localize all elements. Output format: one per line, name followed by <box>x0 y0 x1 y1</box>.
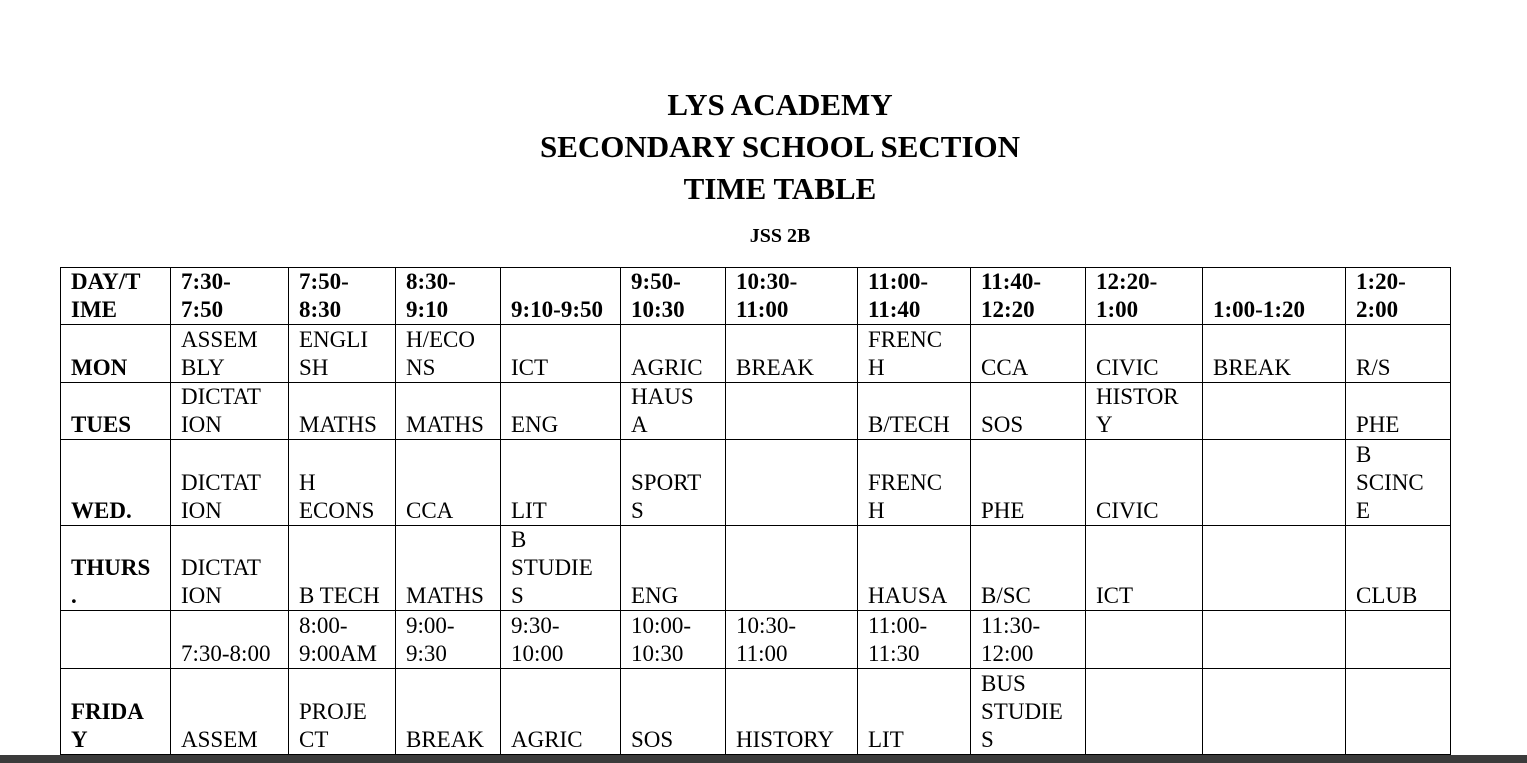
subject-cell: BREAK <box>396 669 501 755</box>
section-name: SECONDARY SCHOOL SECTION <box>539 129 1021 164</box>
subject-cell: HAUS A <box>621 383 726 440</box>
subject-cell: B STUDIE S <box>501 526 621 611</box>
subject-cell: HAUSA <box>858 526 971 611</box>
school-name: LYS ACADEMY <box>667 87 893 122</box>
day-cell: WED. <box>61 440 171 526</box>
subject-cell <box>1086 669 1203 755</box>
subject-cell: B/SC <box>971 526 1086 611</box>
subject-cell: 10:30- 11:00 <box>726 611 858 669</box>
subject-cell: SPORT S <box>621 440 726 526</box>
subject-cell: BREAK <box>726 325 858 383</box>
subject-cell <box>726 440 858 526</box>
subject-cell: BREAK <box>1203 325 1346 383</box>
timetable <box>60 267 1451 755</box>
time-slot-header: 7:30- 7:50 <box>171 268 289 325</box>
subject-cell <box>1203 383 1346 440</box>
subject-cell: MATHS <box>396 526 501 611</box>
subject-cell: 11:00- 11:30 <box>858 611 971 669</box>
day-cell: FRIDA Y <box>61 669 171 755</box>
day-cell: MON <box>61 325 171 383</box>
table-row <box>61 611 1451 669</box>
header-row <box>61 268 1451 325</box>
subject-cell: ICT <box>1086 526 1203 611</box>
subject-cell: LIT <box>858 669 971 755</box>
subject-cell: FRENC H <box>858 325 971 383</box>
subject-cell: CCA <box>971 325 1086 383</box>
time-slot-header: 9:50- 10:30 <box>621 268 726 325</box>
time-slot-header: 10:30- 11:00 <box>726 268 858 325</box>
subject-cell: 9:00- 9:30 <box>396 611 501 669</box>
subject-cell: H/ECO NS <box>396 325 501 383</box>
time-slot-header: 12:20- 1:00 <box>1086 268 1203 325</box>
subject-cell: DICTAT ION <box>171 440 289 526</box>
subject-cell: CLUB <box>1346 526 1451 611</box>
subject-cell: SOS <box>621 669 726 755</box>
table-row <box>61 669 1451 755</box>
subject-cell: ICT <box>501 325 621 383</box>
subject-cell: 9:30- 10:00 <box>501 611 621 669</box>
day-time-header: DAY/T IME <box>61 268 171 325</box>
subject-cell: LIT <box>501 440 621 526</box>
subject-cell <box>1203 440 1346 526</box>
table-row <box>61 383 1451 440</box>
time-slot-header: 8:30- 9:10 <box>396 268 501 325</box>
subject-cell: CIVIC <box>1086 325 1203 383</box>
table-row <box>61 526 1451 611</box>
subject-cell: DICTAT ION <box>171 383 289 440</box>
subject-cell <box>726 526 858 611</box>
subject-cell: B SCINC E <box>1346 440 1451 526</box>
table-row <box>61 325 1451 383</box>
subject-cell: ASSEM BLY <box>171 325 289 383</box>
time-slot-header: 7:50- 8:30 <box>289 268 396 325</box>
subject-cell: SOS <box>971 383 1086 440</box>
subject-cell: R/S <box>1346 325 1451 383</box>
document-title-block <box>0 84 1527 210</box>
subject-cell <box>1346 669 1451 755</box>
subject-cell: ASSEM <box>171 669 289 755</box>
subject-cell: CCA <box>396 440 501 526</box>
subject-cell: ENG <box>621 526 726 611</box>
table-row <box>61 440 1451 526</box>
subject-cell <box>1203 611 1346 669</box>
subject-cell: AGRIC <box>501 669 621 755</box>
subject-cell: PHE <box>971 440 1086 526</box>
subject-cell: HISTORY <box>726 669 858 755</box>
subject-cell: BUS STUDIE S <box>971 669 1086 755</box>
subject-cell: 8:00- 9:00AM <box>289 611 396 669</box>
subject-cell <box>1086 611 1203 669</box>
class-label: JSS 2B <box>749 225 811 247</box>
subject-cell: AGRIC <box>621 325 726 383</box>
subject-cell <box>1346 611 1451 669</box>
subject-cell: MATHS <box>396 383 501 440</box>
subject-cell: MATHS <box>289 383 396 440</box>
subject-cell: HISTOR Y <box>1086 383 1203 440</box>
subject-cell: 10:00- 10:30 <box>621 611 726 669</box>
subject-cell: H ECONS <box>289 440 396 526</box>
subject-cell: FRENC H <box>858 440 971 526</box>
subject-cell <box>726 383 858 440</box>
day-cell <box>61 611 171 669</box>
time-slot-header: 1:20- 2:00 <box>1346 268 1451 325</box>
time-slot-header: 1:00-1:20 <box>1203 268 1346 325</box>
subject-cell <box>1203 669 1346 755</box>
document-title: TIME TABLE <box>683 171 877 206</box>
subject-cell: 11:30- 12:00 <box>971 611 1086 669</box>
subject-cell: ENG <box>501 383 621 440</box>
subject-cell: ENGLI SH <box>289 325 396 383</box>
subject-cell: PHE <box>1346 383 1451 440</box>
subject-cell: 7:30-8:00 <box>171 611 289 669</box>
subject-cell: PROJE CT <box>289 669 396 755</box>
subject-cell: DICTAT ION <box>171 526 289 611</box>
day-cell: TUES <box>61 383 171 440</box>
subject-cell: B TECH <box>289 526 396 611</box>
time-slot-header: 11:00- 11:40 <box>858 268 971 325</box>
subject-cell: B/TECH <box>858 383 971 440</box>
subject-cell <box>1203 526 1346 611</box>
time-slot-header: 11:40- 12:20 <box>971 268 1086 325</box>
day-cell: THURS . <box>61 526 171 611</box>
time-slot-header: 9:10-9:50 <box>501 268 621 325</box>
bottom-bar <box>0 755 1527 763</box>
subject-cell: CIVIC <box>1086 440 1203 526</box>
